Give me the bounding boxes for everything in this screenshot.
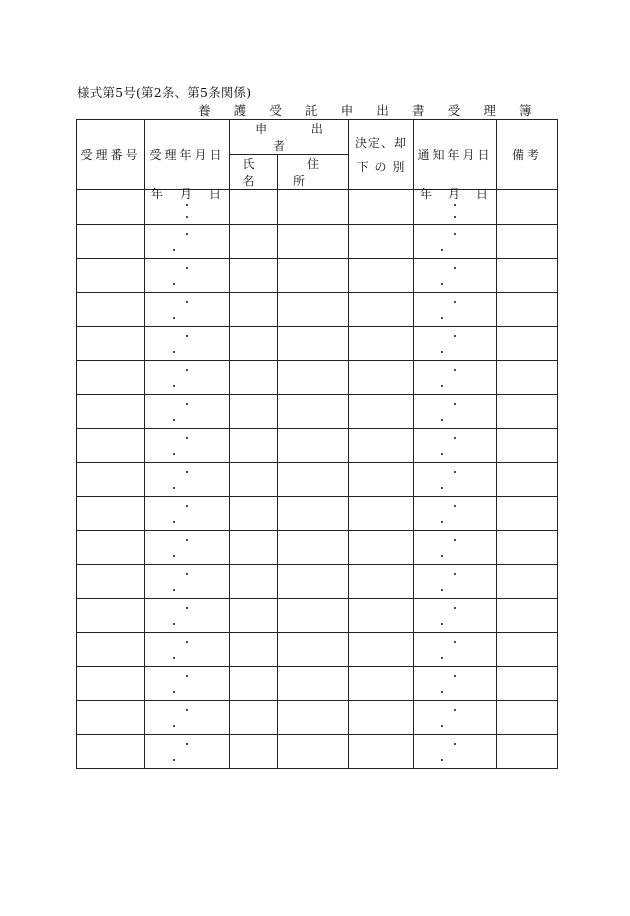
remarks-cell[interactable] <box>497 565 558 599</box>
table-row <box>77 497 558 531</box>
receipt-date-cell[interactable] <box>145 565 230 599</box>
date-separator: ・ ・ <box>168 397 219 427</box>
remarks-cell[interactable] <box>497 327 558 361</box>
receipt-number-cell[interactable] <box>77 293 145 327</box>
form-number: 様式第5号(第2条、第5条関係) <box>77 85 252 100</box>
applicant-name-cell[interactable] <box>230 259 278 293</box>
remarks-cell[interactable] <box>497 293 558 327</box>
remarks-cell[interactable] <box>497 667 558 701</box>
table-row <box>77 633 558 667</box>
receipt-date-cell[interactable] <box>145 225 230 259</box>
applicant-address-cell[interactable] <box>278 293 349 327</box>
date-separator: ・ ・ <box>436 363 487 393</box>
applicant-name-cell[interactable] <box>230 225 278 259</box>
notice-date-cell[interactable] <box>414 565 497 599</box>
applicant-address-cell[interactable] <box>278 395 349 429</box>
date-separator: ・ ・ <box>436 465 487 495</box>
decision-cell[interactable] <box>349 429 414 463</box>
decision-cell[interactable] <box>349 225 414 259</box>
table-row <box>77 531 558 565</box>
remarks-cell[interactable] <box>497 463 558 497</box>
notice-date-cell[interactable] <box>414 667 497 701</box>
remarks-cell[interactable] <box>497 599 558 633</box>
receipt-date-cell[interactable] <box>145 633 230 667</box>
receipt-date-cell[interactable] <box>145 429 230 463</box>
notice-date-cell[interactable] <box>414 599 497 633</box>
applicant-address-cell[interactable] <box>278 633 349 667</box>
receipt-ledger-table <box>76 119 558 769</box>
remarks-cell[interactable] <box>497 225 558 259</box>
applicant-name-cell[interactable] <box>230 429 278 463</box>
date-separator: ・ ・ <box>181 199 219 224</box>
date-separator: ・ ・ <box>436 295 487 325</box>
applicant-name-cell[interactable] <box>230 293 278 327</box>
applicant-address-cell[interactable] <box>278 701 349 735</box>
date-unit-month: 月 <box>448 187 461 201</box>
applicant-address-cell[interactable] <box>278 361 349 395</box>
applicant-name-cell[interactable] <box>230 735 278 769</box>
receipt-date-cell[interactable] <box>145 667 230 701</box>
date-separator: ・ ・ <box>168 363 219 393</box>
notice-date-cell[interactable] <box>414 429 497 463</box>
date-separator: ・ ・ <box>168 261 219 291</box>
receipt-number-cell[interactable] <box>77 531 145 565</box>
date-separator: ・ ・ <box>436 261 487 291</box>
date-separator: ・ ・ <box>436 567 487 597</box>
remarks-cell[interactable] <box>497 429 558 463</box>
applicant-name-cell[interactable] <box>230 531 278 565</box>
date-separator: ・ ・ <box>436 329 487 359</box>
receipt-number-cell[interactable] <box>77 259 145 293</box>
applicant-address-cell[interactable] <box>278 497 349 531</box>
receipt-date-cell[interactable] <box>145 293 230 327</box>
receipt-number-cell[interactable] <box>77 565 145 599</box>
date-separator: ・ ・ <box>168 703 219 733</box>
date-separator: ・ ・ <box>168 295 219 325</box>
receipt-date-cell[interactable] <box>145 361 230 395</box>
date-separator: ・ ・ <box>168 465 219 495</box>
table-row <box>77 395 558 429</box>
applicant-name-cell[interactable] <box>230 701 278 735</box>
notice-date-cell[interactable] <box>414 531 497 565</box>
applicant-address-cell[interactable] <box>278 429 349 463</box>
receipt-date-cell[interactable] <box>145 701 230 735</box>
date-separator: ・ ・ <box>168 227 219 257</box>
table-row <box>77 599 558 633</box>
receipt-date-cell[interactable] <box>145 187 230 225</box>
decision-cell[interactable] <box>349 633 414 667</box>
header-applicant-name: 氏 名 <box>230 155 278 190</box>
applicant-address-cell[interactable] <box>278 599 349 633</box>
decision-cell[interactable] <box>349 293 414 327</box>
receipt-number-cell[interactable] <box>77 633 145 667</box>
notice-date-cell[interactable] <box>414 187 497 225</box>
table-row <box>77 429 558 463</box>
notice-date-cell[interactable] <box>414 463 497 497</box>
table-row <box>77 225 558 259</box>
header-remarks: 備考 <box>497 120 558 190</box>
receipt-date-cell[interactable] <box>145 599 230 633</box>
receipt-number-cell[interactable] <box>77 361 145 395</box>
date-separator: ・ ・ <box>449 199 487 224</box>
applicant-name-cell[interactable] <box>230 667 278 701</box>
decision-cell[interactable] <box>349 599 414 633</box>
notice-date-cell[interactable] <box>414 701 497 735</box>
receipt-number-cell[interactable] <box>77 429 145 463</box>
applicant-address-cell[interactable] <box>278 327 349 361</box>
notice-date-cell[interactable] <box>414 259 497 293</box>
decision-cell[interactable] <box>349 701 414 735</box>
date-separator: ・ ・ <box>436 703 487 733</box>
remarks-cell[interactable] <box>497 259 558 293</box>
date-unit-month: 月 <box>179 187 192 201</box>
date-separator: ・ ・ <box>168 635 219 665</box>
remarks-cell[interactable] <box>497 361 558 395</box>
notice-date-cell[interactable] <box>414 361 497 395</box>
date-separator: ・ ・ <box>436 601 487 631</box>
applicant-address-cell[interactable] <box>278 735 349 769</box>
remarks-cell[interactable] <box>497 395 558 429</box>
decision-cell[interactable] <box>349 565 414 599</box>
notice-date-cell[interactable] <box>414 497 497 531</box>
notice-date-cell[interactable] <box>414 395 497 429</box>
notice-date-cell[interactable] <box>414 735 497 769</box>
date-separator: ・ ・ <box>168 499 219 529</box>
decision-cell[interactable] <box>349 361 414 395</box>
date-separator: ・ ・ <box>436 431 487 461</box>
receipt-number-cell[interactable] <box>77 190 145 225</box>
receipt-number-cell[interactable] <box>77 735 145 769</box>
header-decision-line1: 決定、却 <box>355 135 408 150</box>
remarks-cell[interactable] <box>497 531 558 565</box>
applicant-name-cell[interactable] <box>230 497 278 531</box>
applicant-address-cell[interactable] <box>278 463 349 497</box>
table-row <box>77 735 558 769</box>
header-notice-date: 通知年月日 <box>414 120 497 190</box>
receipt-number-cell[interactable] <box>77 327 145 361</box>
decision-cell[interactable] <box>349 667 414 701</box>
receipt-number-cell[interactable] <box>77 395 145 429</box>
table-row <box>77 565 558 599</box>
date-separator: ・ ・ <box>168 601 219 631</box>
table-row <box>77 259 558 293</box>
table-row <box>77 701 558 735</box>
date-separator: ・ ・ <box>168 567 219 597</box>
decision-cell[interactable] <box>349 497 414 531</box>
decision-cell[interactable] <box>349 327 414 361</box>
receipt-number-cell[interactable] <box>77 463 145 497</box>
header-applicant: 申 出 者 <box>230 120 349 155</box>
receipt-number-cell[interactable] <box>77 667 145 701</box>
table-row <box>77 327 558 361</box>
header-row-top <box>77 120 558 155</box>
receipt-date-cell[interactable] <box>145 327 230 361</box>
remarks-cell[interactable] <box>497 497 558 531</box>
remarks-cell[interactable] <box>497 701 558 735</box>
applicant-name-cell[interactable] <box>230 633 278 667</box>
date-unit-day: 日 <box>208 187 221 201</box>
table-row <box>77 667 558 701</box>
date-separator: ・ ・ <box>436 635 487 665</box>
header-decision <box>349 120 414 190</box>
date-separator: ・ ・ <box>436 737 487 767</box>
date-separator: ・ ・ <box>168 533 219 563</box>
notice-date-cell[interactable] <box>414 327 497 361</box>
receipt-date-cell[interactable] <box>145 497 230 531</box>
remarks-cell[interactable] <box>497 633 558 667</box>
date-separator: ・ ・ <box>436 397 487 427</box>
date-separator: ・ ・ <box>436 669 487 699</box>
remarks-cell[interactable] <box>497 735 558 769</box>
date-separator: ・ ・ <box>168 737 219 767</box>
notice-date-cell[interactable] <box>414 293 497 327</box>
applicant-address-cell[interactable] <box>278 565 349 599</box>
decision-cell[interactable] <box>349 395 414 429</box>
notice-date-cell[interactable] <box>414 633 497 667</box>
decision-cell[interactable] <box>349 531 414 565</box>
table-row <box>77 463 558 497</box>
date-separator: ・ ・ <box>436 533 487 563</box>
applicant-address-cell[interactable] <box>278 190 349 225</box>
date-separator: ・ ・ <box>168 329 219 359</box>
applicant-address-cell[interactable] <box>278 259 349 293</box>
remarks-cell[interactable] <box>497 190 558 225</box>
table-row <box>77 361 558 395</box>
header-receipt-number: 受理番号 <box>77 120 145 190</box>
applicant-address-cell[interactable] <box>278 225 349 259</box>
date-unit-day: 日 <box>475 187 488 201</box>
date-separator: ・ ・ <box>168 669 219 699</box>
receipt-number-cell[interactable] <box>77 497 145 531</box>
receipt-date-cell[interactable] <box>145 259 230 293</box>
decision-cell[interactable] <box>349 463 414 497</box>
date-separator: ・ ・ <box>436 499 487 529</box>
header-applicant-address: 住 所 <box>278 155 349 190</box>
receipt-date-cell[interactable] <box>145 395 230 429</box>
applicant-address-cell[interactable] <box>278 667 349 701</box>
date-separator: ・ ・ <box>436 227 487 257</box>
receipt-date-cell[interactable] <box>145 531 230 565</box>
document-title: 養 護 受 託 申 出 書 受 理 簿 <box>198 103 542 118</box>
receipt-date-cell[interactable] <box>145 735 230 769</box>
applicant-name-cell[interactable] <box>230 327 278 361</box>
applicant-address-cell[interactable] <box>278 531 349 565</box>
applicant-name-cell[interactable] <box>230 565 278 599</box>
notice-date-cell[interactable] <box>414 225 497 259</box>
header-receipt-date: 受理年月日 <box>145 120 230 190</box>
applicant-name-cell[interactable] <box>230 599 278 633</box>
receipt-date-cell[interactable] <box>145 463 230 497</box>
receipt-number-cell[interactable] <box>77 599 145 633</box>
date-unit-year: 年 <box>420 187 433 201</box>
decision-cell[interactable] <box>349 735 414 769</box>
applicant-name-cell[interactable] <box>230 463 278 497</box>
decision-cell[interactable] <box>349 259 414 293</box>
applicant-name-cell[interactable] <box>230 190 278 225</box>
table-row <box>77 190 558 225</box>
table-row <box>77 293 558 327</box>
applicant-name-cell[interactable] <box>230 361 278 395</box>
header-decision-line2: 下 の 別 <box>356 159 406 174</box>
receipt-number-cell[interactable] <box>77 701 145 735</box>
applicant-name-cell[interactable] <box>230 395 278 429</box>
date-separator: ・ ・ <box>168 431 219 461</box>
decision-cell[interactable] <box>349 190 414 225</box>
receipt-number-cell[interactable] <box>77 225 145 259</box>
date-unit-year: 年 <box>151 187 164 201</box>
